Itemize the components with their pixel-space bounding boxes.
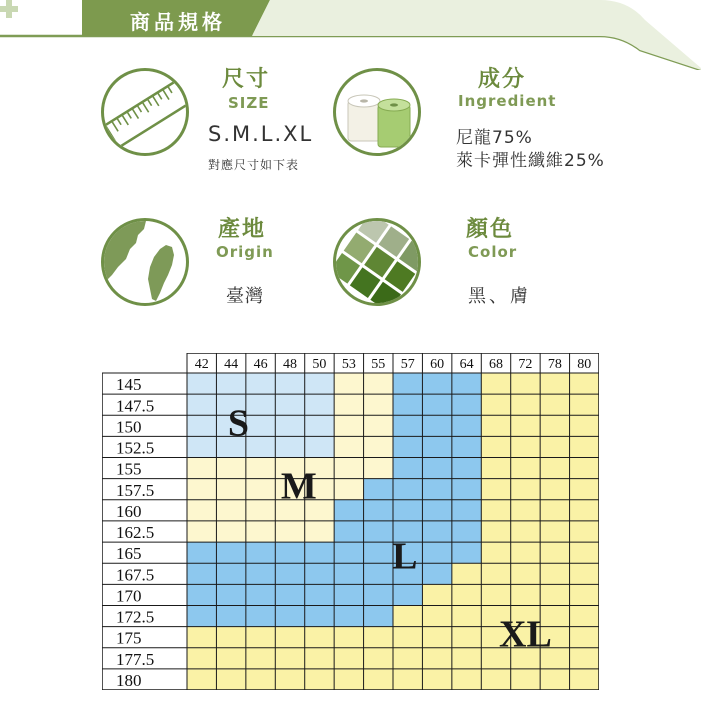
chart-cell bbox=[511, 669, 540, 690]
chart-cell bbox=[570, 648, 599, 669]
ingredient-line-2: 萊卡彈性纖維25% bbox=[456, 151, 605, 171]
chart-cell bbox=[187, 563, 216, 584]
chart-cell bbox=[187, 394, 216, 415]
header-title: 商品規格 bbox=[130, 10, 226, 34]
height-label: 155 bbox=[116, 459, 142, 479]
height-label: 150 bbox=[116, 417, 142, 437]
weight-label: 50 bbox=[312, 357, 327, 372]
chart-cell bbox=[481, 394, 510, 415]
chart-cell bbox=[511, 436, 540, 457]
chart-cell bbox=[481, 521, 510, 542]
chart-cell bbox=[275, 648, 304, 669]
chart-cell bbox=[452, 542, 481, 563]
chart-cell bbox=[246, 542, 275, 563]
height-label: 172.5 bbox=[116, 607, 155, 627]
chart-cell bbox=[364, 627, 393, 648]
chart-cell bbox=[275, 584, 304, 605]
chart-cell bbox=[422, 458, 451, 479]
chart-cell bbox=[275, 521, 304, 542]
chart-cell bbox=[511, 394, 540, 415]
chart-cell bbox=[187, 373, 216, 394]
height-label: 175 bbox=[116, 628, 142, 648]
chart-cell bbox=[246, 605, 275, 626]
chart-cell bbox=[216, 373, 245, 394]
chart-cell bbox=[305, 542, 334, 563]
origin-heading: 產地 bbox=[218, 217, 267, 242]
chart-cell bbox=[481, 458, 510, 479]
chart-cell bbox=[275, 415, 304, 436]
chart-cell bbox=[334, 436, 363, 457]
weight-label: 55 bbox=[371, 357, 386, 372]
chart-cell bbox=[305, 584, 334, 605]
ingredient-heading-en: Ingredient bbox=[458, 92, 557, 110]
chart-cell bbox=[540, 584, 569, 605]
weight-label: 44 bbox=[224, 357, 239, 372]
chart-cell bbox=[511, 584, 540, 605]
chart-cell bbox=[481, 436, 510, 457]
chart-cell bbox=[481, 415, 510, 436]
chart-cell bbox=[216, 542, 245, 563]
chart-cell bbox=[305, 627, 334, 648]
chart-cell bbox=[216, 521, 245, 542]
weight-label: 64 bbox=[459, 357, 474, 372]
ruler-icon bbox=[101, 68, 189, 156]
chart-cell bbox=[246, 669, 275, 690]
size-heading-en: SIZE bbox=[228, 94, 270, 112]
size-heading: 尺寸 bbox=[222, 67, 271, 92]
size-note: 對應尺寸如下表 bbox=[208, 158, 300, 172]
ingredient-heading: 成分 bbox=[478, 67, 527, 92]
chart-cell bbox=[422, 584, 451, 605]
weight-label: 42 bbox=[194, 357, 209, 372]
chart-cell bbox=[481, 500, 510, 521]
chart-cell bbox=[364, 669, 393, 690]
chart-cell bbox=[393, 415, 422, 436]
zone-label-s: S bbox=[227, 402, 250, 445]
chart-cell bbox=[364, 648, 393, 669]
chart-cell bbox=[570, 479, 599, 500]
chart-cell bbox=[452, 584, 481, 605]
chart-cell bbox=[187, 436, 216, 457]
chart-cell bbox=[481, 479, 510, 500]
color-heading-en: Color bbox=[468, 243, 518, 261]
chart-cell bbox=[187, 542, 216, 563]
chart-cell bbox=[334, 458, 363, 479]
weight-label: 46 bbox=[253, 357, 268, 372]
origin-heading-en: Origin bbox=[216, 243, 274, 261]
chart-cell bbox=[422, 648, 451, 669]
height-label: 152.5 bbox=[116, 438, 155, 458]
chart-cell bbox=[187, 669, 216, 690]
chart-cell bbox=[334, 542, 363, 563]
chart-cell bbox=[246, 479, 275, 500]
chart-cell bbox=[246, 415, 275, 436]
chart-cell bbox=[275, 436, 304, 457]
chart-cell bbox=[393, 648, 422, 669]
chart-cell bbox=[570, 605, 599, 626]
chart-cell bbox=[246, 436, 275, 457]
chart-cell bbox=[540, 500, 569, 521]
chart-cell bbox=[452, 436, 481, 457]
chart-cell bbox=[187, 627, 216, 648]
plus-icon bbox=[0, 0, 18, 18]
chart-cell bbox=[511, 521, 540, 542]
chart-cell bbox=[511, 542, 540, 563]
chart-cell bbox=[216, 563, 245, 584]
chart-cell bbox=[393, 627, 422, 648]
chart-cell bbox=[216, 669, 245, 690]
height-label: 170 bbox=[116, 586, 142, 606]
chart-cell bbox=[216, 627, 245, 648]
chart-cell bbox=[275, 394, 304, 415]
weight-label: 78 bbox=[547, 357, 562, 372]
chart-cell bbox=[305, 605, 334, 626]
chart-cell bbox=[570, 500, 599, 521]
chart-cell bbox=[422, 479, 451, 500]
chart-cell bbox=[187, 458, 216, 479]
chart-cell bbox=[246, 458, 275, 479]
chart-cell bbox=[275, 563, 304, 584]
chart-cell bbox=[334, 479, 363, 500]
chart-cell bbox=[187, 584, 216, 605]
chart-cell bbox=[246, 584, 275, 605]
chart-cell bbox=[334, 521, 363, 542]
chart-cell bbox=[540, 394, 569, 415]
chart-cell bbox=[422, 415, 451, 436]
chart-cell bbox=[481, 669, 510, 690]
color-heading: 顏色 bbox=[466, 217, 515, 242]
chart-cell bbox=[187, 648, 216, 669]
chart-cell bbox=[393, 436, 422, 457]
chart-cell bbox=[187, 479, 216, 500]
chart-cell bbox=[305, 415, 334, 436]
color-value: 黑、膚 bbox=[468, 286, 531, 307]
chart-cell bbox=[246, 563, 275, 584]
chart-cell bbox=[540, 669, 569, 690]
ingredient-line-1: 尼龍75% bbox=[456, 128, 533, 148]
chart-cell bbox=[393, 584, 422, 605]
chart-cell bbox=[393, 394, 422, 415]
chart-cell bbox=[452, 627, 481, 648]
chart-cell bbox=[452, 648, 481, 669]
chart-cell bbox=[570, 521, 599, 542]
chart-cell bbox=[511, 458, 540, 479]
chart-cell bbox=[452, 415, 481, 436]
chart-cell bbox=[570, 436, 599, 457]
chart-cell bbox=[570, 584, 599, 605]
weight-label: 80 bbox=[577, 357, 592, 372]
chart-cell bbox=[364, 500, 393, 521]
chart-cell bbox=[275, 627, 304, 648]
chart-cell bbox=[481, 584, 510, 605]
chart-cell bbox=[305, 436, 334, 457]
chart-cell bbox=[364, 563, 393, 584]
chart-cell bbox=[364, 542, 393, 563]
weight-label: 68 bbox=[489, 357, 503, 372]
size-value: S.M.L.XL bbox=[208, 122, 314, 146]
chart-cell bbox=[246, 394, 275, 415]
chart-cell bbox=[452, 479, 481, 500]
chart-cell bbox=[187, 605, 216, 626]
height-label: 145 bbox=[116, 375, 142, 395]
chart-cell bbox=[246, 500, 275, 521]
chart-cell bbox=[364, 394, 393, 415]
chart-cell bbox=[511, 500, 540, 521]
chart-cell bbox=[216, 584, 245, 605]
zone-label-l: L bbox=[392, 535, 418, 578]
chart-cell bbox=[305, 648, 334, 669]
chart-cell bbox=[334, 669, 363, 690]
chart-cell bbox=[246, 627, 275, 648]
chart-cell bbox=[452, 373, 481, 394]
chart-cell bbox=[216, 605, 245, 626]
chart-cell bbox=[216, 500, 245, 521]
chart-cell bbox=[305, 669, 334, 690]
chart-cell bbox=[540, 563, 569, 584]
chart-cell bbox=[481, 373, 510, 394]
thread-spool-icon bbox=[333, 68, 421, 156]
chart-cell bbox=[570, 542, 599, 563]
chart-cell bbox=[570, 373, 599, 394]
chart-cell bbox=[275, 373, 304, 394]
spec-header bbox=[0, 0, 701, 70]
chart-cell bbox=[305, 394, 334, 415]
chart-cell bbox=[334, 648, 363, 669]
chart-cell bbox=[334, 605, 363, 626]
height-label: 157.5 bbox=[116, 480, 155, 500]
chart-cell bbox=[452, 563, 481, 584]
chart-cell bbox=[570, 458, 599, 479]
chart-cell bbox=[422, 627, 451, 648]
chart-cell bbox=[570, 415, 599, 436]
chart-cell bbox=[511, 373, 540, 394]
height-label: 180 bbox=[116, 671, 142, 690]
chart-cell bbox=[540, 458, 569, 479]
chart-cell bbox=[422, 563, 451, 584]
chart-cell bbox=[481, 563, 510, 584]
chart-cell bbox=[334, 373, 363, 394]
chart-cell bbox=[216, 479, 245, 500]
chart-cell bbox=[364, 458, 393, 479]
chart-cell bbox=[187, 500, 216, 521]
chart-cell bbox=[511, 479, 540, 500]
chart-cell bbox=[334, 394, 363, 415]
chart-cell bbox=[364, 584, 393, 605]
chart-cell bbox=[422, 605, 451, 626]
height-label: 162.5 bbox=[116, 523, 155, 543]
chart-cell bbox=[275, 605, 304, 626]
chart-cell bbox=[570, 563, 599, 584]
chart-cell bbox=[246, 521, 275, 542]
chart-cell bbox=[275, 542, 304, 563]
chart-cell bbox=[452, 458, 481, 479]
chart-cell bbox=[511, 563, 540, 584]
chart-cell bbox=[570, 627, 599, 648]
chart-cell bbox=[452, 669, 481, 690]
chart-cell bbox=[187, 521, 216, 542]
chart-cell bbox=[452, 500, 481, 521]
chart-cell bbox=[422, 436, 451, 457]
chart-cell bbox=[540, 521, 569, 542]
size-chart-grid bbox=[102, 353, 599, 690]
chart-cell bbox=[422, 373, 451, 394]
chart-cell bbox=[364, 373, 393, 394]
taiwan-map-icon bbox=[101, 218, 189, 306]
chart-cell bbox=[393, 373, 422, 394]
chart-cell bbox=[393, 500, 422, 521]
weight-label: 72 bbox=[518, 357, 533, 372]
height-label: 160 bbox=[116, 501, 142, 521]
chart-cell bbox=[393, 479, 422, 500]
chart-cell bbox=[246, 373, 275, 394]
chart-cell bbox=[570, 669, 599, 690]
chart-cell bbox=[305, 373, 334, 394]
chart-cell bbox=[187, 415, 216, 436]
chart-cell bbox=[393, 458, 422, 479]
chart-cell bbox=[275, 669, 304, 690]
chart-cell bbox=[364, 521, 393, 542]
chart-cell bbox=[364, 605, 393, 626]
chart-cell bbox=[540, 415, 569, 436]
weight-label: 57 bbox=[400, 357, 415, 372]
header-banner bbox=[0, 0, 701, 70]
chart-cell bbox=[305, 563, 334, 584]
weight-label: 60 bbox=[430, 357, 445, 372]
height-label: 147.5 bbox=[116, 396, 155, 416]
chart-cell bbox=[364, 436, 393, 457]
chart-cell bbox=[540, 436, 569, 457]
zone-label-m: M bbox=[280, 465, 317, 508]
color-swatch-icon bbox=[333, 218, 421, 306]
height-label: 177.5 bbox=[116, 649, 155, 669]
chart-cell bbox=[305, 521, 334, 542]
chart-cell bbox=[422, 669, 451, 690]
chart-cell bbox=[334, 563, 363, 584]
chart-cell bbox=[422, 521, 451, 542]
weight-label: 53 bbox=[341, 357, 356, 372]
origin-value: 臺灣 bbox=[226, 286, 264, 307]
chart-cell bbox=[422, 500, 451, 521]
chart-cell bbox=[334, 415, 363, 436]
chart-cell bbox=[540, 373, 569, 394]
height-label: 165 bbox=[116, 544, 142, 564]
chart-cell bbox=[511, 415, 540, 436]
chart-cell bbox=[422, 542, 451, 563]
chart-cell bbox=[334, 584, 363, 605]
size-chart bbox=[102, 353, 599, 690]
chart-cell bbox=[334, 500, 363, 521]
chart-cell bbox=[334, 627, 363, 648]
chart-cell bbox=[422, 394, 451, 415]
zone-label-xl: XL bbox=[499, 613, 552, 656]
chart-cell bbox=[246, 648, 275, 669]
chart-cell bbox=[393, 669, 422, 690]
chart-cell bbox=[481, 542, 510, 563]
weight-label: 48 bbox=[283, 357, 297, 372]
chart-cell bbox=[393, 605, 422, 626]
chart-cell bbox=[540, 542, 569, 563]
chart-cell bbox=[570, 394, 599, 415]
chart-cell bbox=[364, 479, 393, 500]
height-label: 167.5 bbox=[116, 565, 155, 585]
chart-cell bbox=[216, 458, 245, 479]
chart-cell bbox=[452, 394, 481, 415]
chart-cell bbox=[540, 479, 569, 500]
chart-cell bbox=[452, 605, 481, 626]
chart-cell bbox=[452, 521, 481, 542]
chart-cell bbox=[216, 648, 245, 669]
chart-cell bbox=[364, 415, 393, 436]
